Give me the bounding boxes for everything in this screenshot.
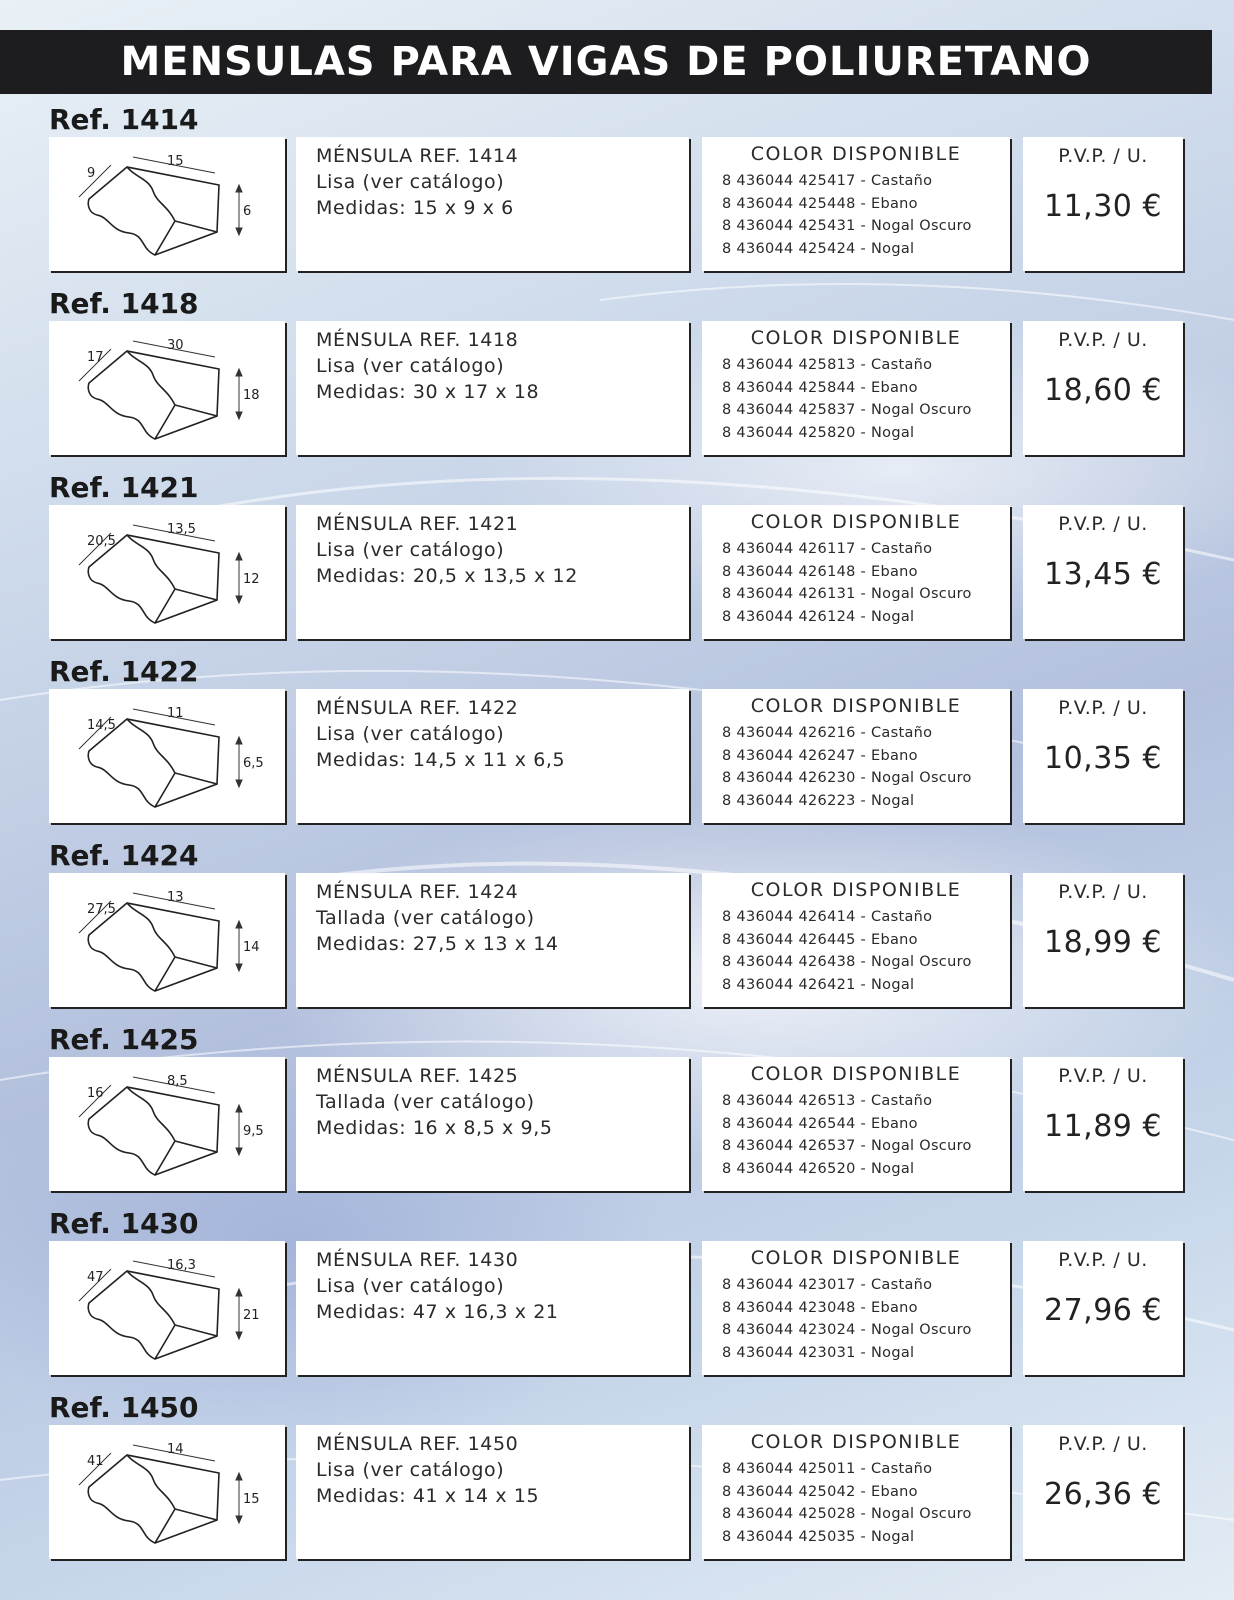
dimension-label: 27,5 [87,902,116,917]
dimension-label: 18 [243,388,260,403]
dimension-label: 9,5 [243,1124,264,1139]
price-value: 11,30 € [1043,189,1162,224]
price-value: 10,35 € [1043,741,1162,776]
ref-label: Ref. 1422 [49,655,199,688]
color-code: 8 436044 425011 - Castaño [722,1461,933,1477]
color-code: 8 436044 426537 - Nogal Oscuro [722,1138,972,1154]
price-heading: P.V.P. / U. [1058,1249,1148,1271]
dimension-label: 14 [243,940,260,955]
product-finish: Lisa (ver catálogo) [316,723,505,745]
product-measures: Medidas: 41 x 14 x 15 [316,1485,540,1507]
price-value: 26,36 € [1043,1477,1162,1512]
bracket-diagram-icon [49,137,285,271]
price-heading: P.V.P. / U. [1058,1433,1148,1455]
product-measures: Medidas: 30 x 17 x 18 [316,381,540,403]
color-code: 8 436044 426216 - Castaño [722,725,933,741]
color-heading: COLOR DISPONIBLE [750,1247,962,1269]
price-value: 11,89 € [1043,1109,1162,1144]
dimension-label: 21 [243,1308,260,1323]
description-box [296,321,689,455]
description-box [296,137,689,271]
color-code: 8 436044 423017 - Castaño [722,1277,933,1293]
product-finish: Tallada (ver catálogo) [316,907,535,929]
product-row [0,287,1234,471]
product-measures: Medidas: 27,5 x 13 x 14 [316,933,559,955]
color-code: 8 436044 426544 - Ebano [722,1115,918,1132]
bracket-diagram-icon [49,873,285,1007]
price-value: 18,60 € [1043,373,1162,408]
dimension-label: 14,5 [87,718,116,733]
product-name: MÉNSULA REF. 1418 [316,329,519,351]
product-row [0,1391,1234,1575]
color-code: 8 436044 426223 - Nogal [722,792,915,809]
color-code: 8 436044 426131 - Nogal Oscuro [722,586,972,602]
color-heading: COLOR DISPONIBLE [750,879,962,901]
color-heading: COLOR DISPONIBLE [750,327,962,349]
price-heading: P.V.P. / U. [1058,697,1148,719]
price-heading: P.V.P. / U. [1058,513,1148,535]
page-title: MENSULAS PARA VIGAS DE POLIURETANO [0,30,1212,94]
description-box [296,1057,689,1191]
product-measures: Medidas: 15 x 9 x 6 [316,197,514,219]
product-drawing [49,1241,285,1375]
color-code: 8 436044 425448 - Ebano [722,195,918,212]
price-heading: P.V.P. / U. [1058,1065,1148,1087]
color-heading: COLOR DISPONIBLE [750,143,962,165]
price-value: 27,96 € [1043,1293,1162,1328]
color-code: 8 436044 426230 - Nogal Oscuro [722,770,972,786]
description-box [296,505,689,639]
dimension-label: 9 [87,166,96,181]
price-value: 18,99 € [1043,925,1162,960]
color-code: 8 436044 426117 - Castaño [722,541,933,557]
color-code: 8 436044 425820 - Nogal [722,424,915,441]
description-box [296,689,689,823]
color-code: 8 436044 425837 - Nogal Oscuro [722,402,972,418]
color-code: 8 436044 426414 - Castaño [722,909,933,925]
color-code: 8 436044 425431 - Nogal Oscuro [722,218,972,234]
color-box [702,1241,1010,1375]
bracket-diagram-icon [49,505,285,639]
color-code: 8 436044 423048 - Ebano [722,1299,918,1316]
color-code: 8 436044 425424 - Nogal [722,240,915,257]
color-box [702,137,1010,271]
dimension-label: 16,3 [167,1258,196,1273]
ref-label: Ref. 1450 [49,1391,199,1424]
bracket-diagram-icon [49,1241,285,1375]
price-heading: P.V.P. / U. [1058,145,1148,167]
price-box [1023,873,1183,1007]
product-finish: Lisa (ver catálogo) [316,1275,505,1297]
product-name: MÉNSULA REF. 1424 [316,881,519,903]
description-box [296,873,689,1007]
product-name: MÉNSULA REF. 1425 [316,1065,519,1087]
color-code: 8 436044 425028 - Nogal Oscuro [722,1506,972,1522]
color-box [702,321,1010,455]
product-measures: Medidas: 16 x 8,5 x 9,5 [316,1117,553,1139]
color-code: 8 436044 425813 - Castaño [722,357,933,373]
price-value: 13,45 € [1043,557,1162,592]
color-code: 8 436044 425844 - Ebano [722,379,918,396]
product-row [0,471,1234,655]
product-drawing [49,873,285,1007]
product-finish: Lisa (ver catálogo) [316,355,505,377]
price-box [1023,505,1183,639]
color-code: 8 436044 426438 - Nogal Oscuro [722,954,972,970]
product-finish: Lisa (ver catálogo) [316,539,505,561]
dimension-label: 47 [87,1270,104,1285]
dimension-label: 11 [167,706,184,721]
product-row [0,839,1234,1023]
price-box [1023,321,1183,455]
product-measures: Medidas: 14,5 x 11 x 6,5 [316,749,566,771]
color-code: 8 436044 426445 - Ebano [722,931,918,948]
color-code: 8 436044 425417 - Castaño [722,173,933,189]
color-code: 8 436044 423024 - Nogal Oscuro [722,1322,972,1338]
dimension-label: 12 [243,572,260,587]
product-drawing [49,1057,285,1191]
color-code: 8 436044 426513 - Castaño [722,1093,933,1109]
product-name: MÉNSULA REF. 1421 [316,513,519,535]
color-heading: COLOR DISPONIBLE [750,511,962,533]
color-code: 8 436044 426124 - Nogal [722,608,915,625]
dimension-label: 16 [87,1086,104,1101]
bracket-diagram-icon [49,689,285,823]
dimension-label: 41 [87,1454,104,1469]
product-row [0,1023,1234,1207]
product-row [0,655,1234,839]
product-measures: Medidas: 47 x 16,3 x 21 [316,1301,559,1323]
ref-label: Ref. 1421 [49,471,199,504]
price-heading: P.V.P. / U. [1058,881,1148,903]
color-code: 8 436044 426421 - Nogal [722,976,915,993]
product-row [0,103,1234,287]
price-box [1023,137,1183,271]
product-measures: Medidas: 20,5 x 13,5 x 12 [316,565,578,587]
price-heading: P.V.P. / U. [1058,329,1148,351]
product-name: MÉNSULA REF. 1450 [316,1433,519,1455]
color-box [702,505,1010,639]
product-finish: Lisa (ver catálogo) [316,171,505,193]
dimension-label: 8,5 [167,1074,188,1089]
price-box [1023,1425,1183,1559]
product-row [0,1207,1234,1391]
price-box [1023,689,1183,823]
ref-label: Ref. 1425 [49,1023,199,1056]
product-drawing [49,689,285,823]
product-finish: Tallada (ver catálogo) [316,1091,535,1113]
product-drawing [49,137,285,271]
dimension-label: 15 [243,1492,260,1507]
product-name: MÉNSULA REF. 1414 [316,145,519,167]
bracket-diagram-icon [49,1425,285,1559]
dimension-label: 30 [167,338,184,353]
dimension-label: 13,5 [167,522,196,537]
ref-label: Ref. 1424 [49,839,199,872]
color-box [702,873,1010,1007]
dimension-label: 20,5 [87,534,116,549]
dimension-label: 13 [167,890,184,905]
description-box [296,1241,689,1375]
bracket-diagram-icon [49,1057,285,1191]
color-code: 8 436044 425042 - Ebano [722,1483,918,1500]
dimension-label: 14 [167,1442,184,1457]
product-name: MÉNSULA REF. 1430 [316,1249,519,1271]
bracket-diagram-icon [49,321,285,455]
color-code: 8 436044 425035 - Nogal [722,1528,915,1545]
color-box [702,689,1010,823]
dimension-label: 6,5 [243,756,264,771]
product-finish: Lisa (ver catálogo) [316,1459,505,1481]
description-box [296,1425,689,1559]
color-heading: COLOR DISPONIBLE [750,1063,962,1085]
color-box [702,1425,1010,1559]
product-drawing [49,321,285,455]
price-box [1023,1241,1183,1375]
color-code: 8 436044 426520 - Nogal [722,1160,915,1177]
ref-label: Ref. 1414 [49,103,199,136]
dimension-label: 17 [87,350,104,365]
price-box [1023,1057,1183,1191]
product-drawing [49,1425,285,1559]
ref-label: Ref. 1430 [49,1207,199,1240]
color-heading: COLOR DISPONIBLE [750,1431,962,1453]
product-drawing [49,505,285,639]
color-code: 8 436044 426247 - Ebano [722,747,918,764]
color-heading: COLOR DISPONIBLE [750,695,962,717]
color-box [702,1057,1010,1191]
ref-label: Ref. 1418 [49,287,199,320]
dimension-label: 15 [167,154,184,169]
color-code: 8 436044 423031 - Nogal [722,1344,915,1361]
color-code: 8 436044 426148 - Ebano [722,563,918,580]
product-name: MÉNSULA REF. 1422 [316,697,519,719]
dimension-label: 6 [243,204,252,219]
